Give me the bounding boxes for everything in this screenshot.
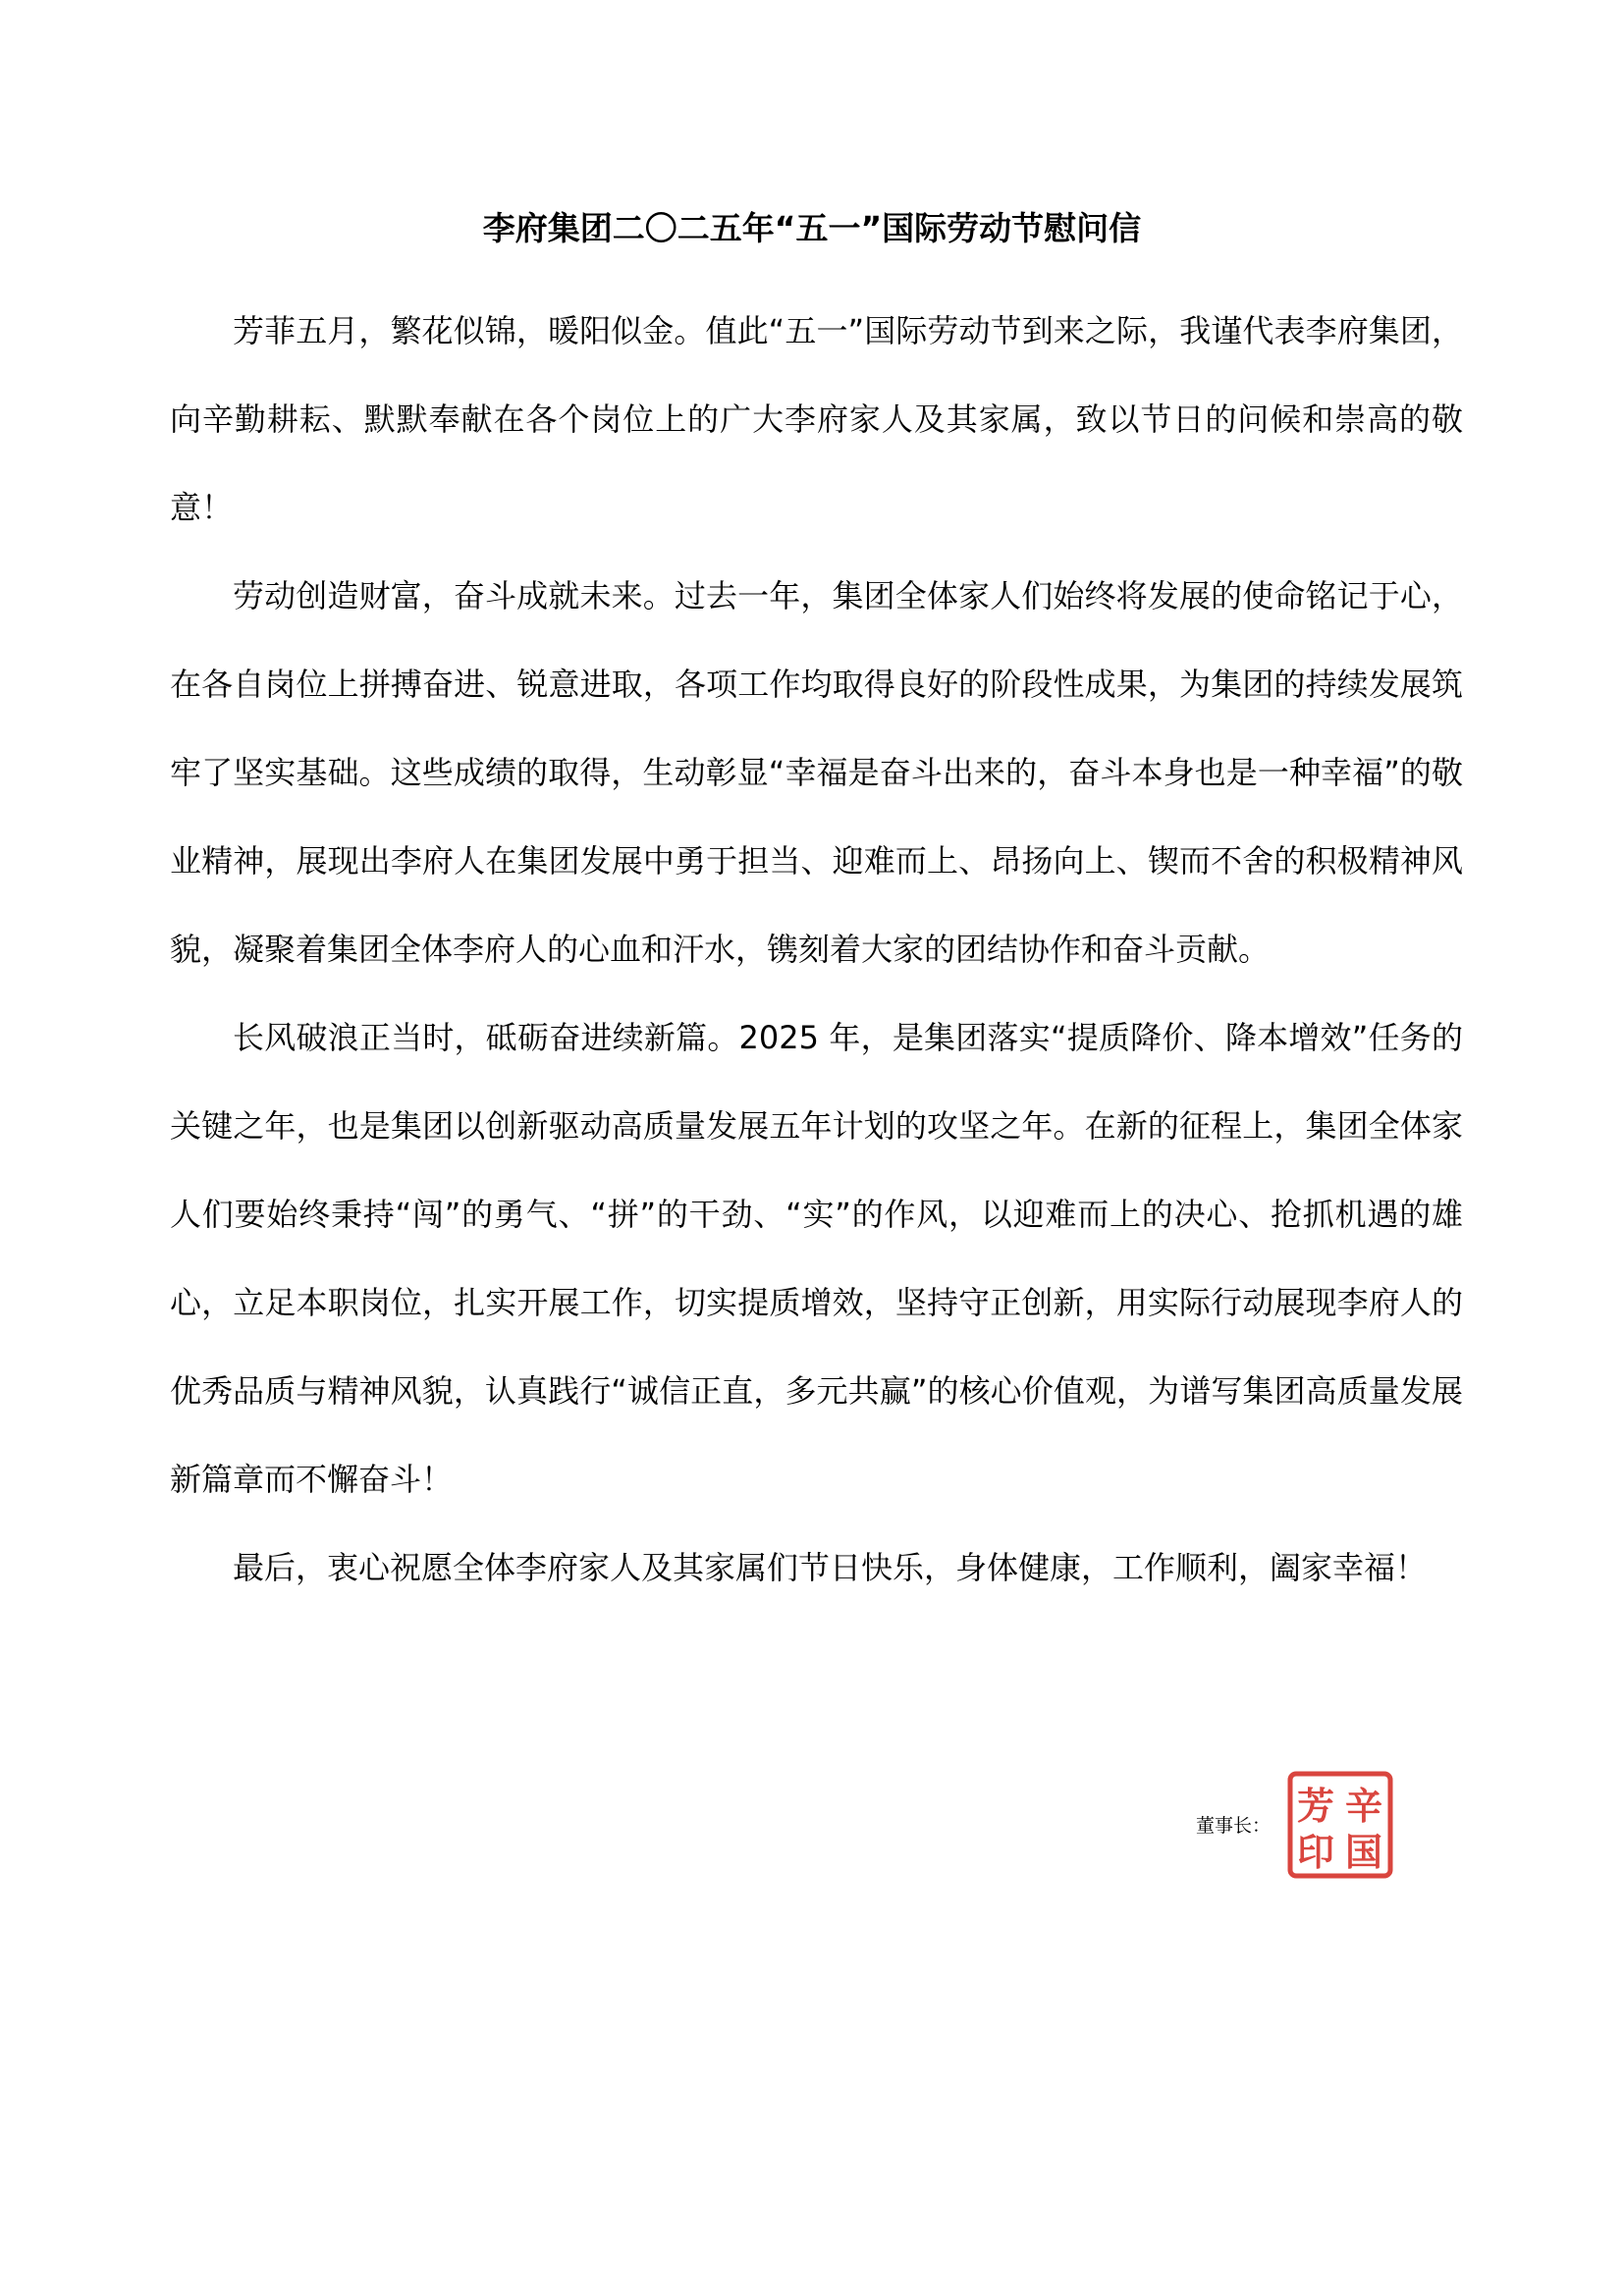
paragraph-1: 芳菲五月，繁花似锦，暖阳似金。值此“五一”国际劳动节到来之际，我谨代表李府集团，向辛勤耕耘、默默奉献在各个岗位上的广大李府家人及其家属，致以节日的问候和崇高的敬意！ [170, 312, 1463, 526]
paragraph-4: 最后，衷心祝愿全体李府家人及其家属们节日快乐，身体健康，工作顺利，阖家幸福！ [233, 1549, 1428, 1586]
paragraph-2: 劳动创造财富，奋斗成就未来。过去一年，集团全体家人们始终将发展的使命铭记于心，在各自岗位上拼搏奋进、锐意进取，各项工作均取得良好的阶段性成果，为集团的持续发展筑牢了坚实基础。这些成绩的取得，生动彰显“幸福是奋斗出来的，奋斗本身也是一种幸福”的敬业精神，展现出李府人在集团发展中勇于担当、迎难而上、昂扬向上、锲而不舍的积极精神风貌，凝聚着集团全体李府人的心血和汗水，镌刻着大家的团结协作和奋斗贡献。 [170, 577, 1463, 968]
paragraph-3: 长风破浪正当时，砥砺奋进续新篇。2025 年，是集团落实“提质降价、降本增效”任务的关键之年，也是集团以创新驱动高质量发展五年计划的攻坚之年。在新的征程上，集团全体家人们要始终秉持“闯”的勇气、“拼”的干劲、“实”的作风，以迎难而上的决心、抢抓机遇的雄心，立足本职岗位，扎实开展工作，切实提质增效，坚持守正创新，用实际行动展现李府人的优秀品质与精神风貌，认真践行“诚信正直，多元共赢”的核心价值观，为谱写集团高质量发展新篇章而不懈奋斗！ [170, 1019, 1463, 1498]
signature-label: 董事长： [1196, 1815, 1272, 1837]
seal-char-1: 芳 [1296, 1784, 1335, 1828]
letter-title: 李府集团二〇二五年“五一”国际劳动节慰问信 [482, 209, 1142, 247]
seal-char-2: 辛 [1344, 1784, 1383, 1828]
seal-char-3: 印 [1296, 1830, 1335, 1874]
chairman-seal [1286, 1770, 1394, 1880]
seal-char-4: 国 [1344, 1830, 1383, 1874]
letter-body [170, 287, 1463, 1612]
